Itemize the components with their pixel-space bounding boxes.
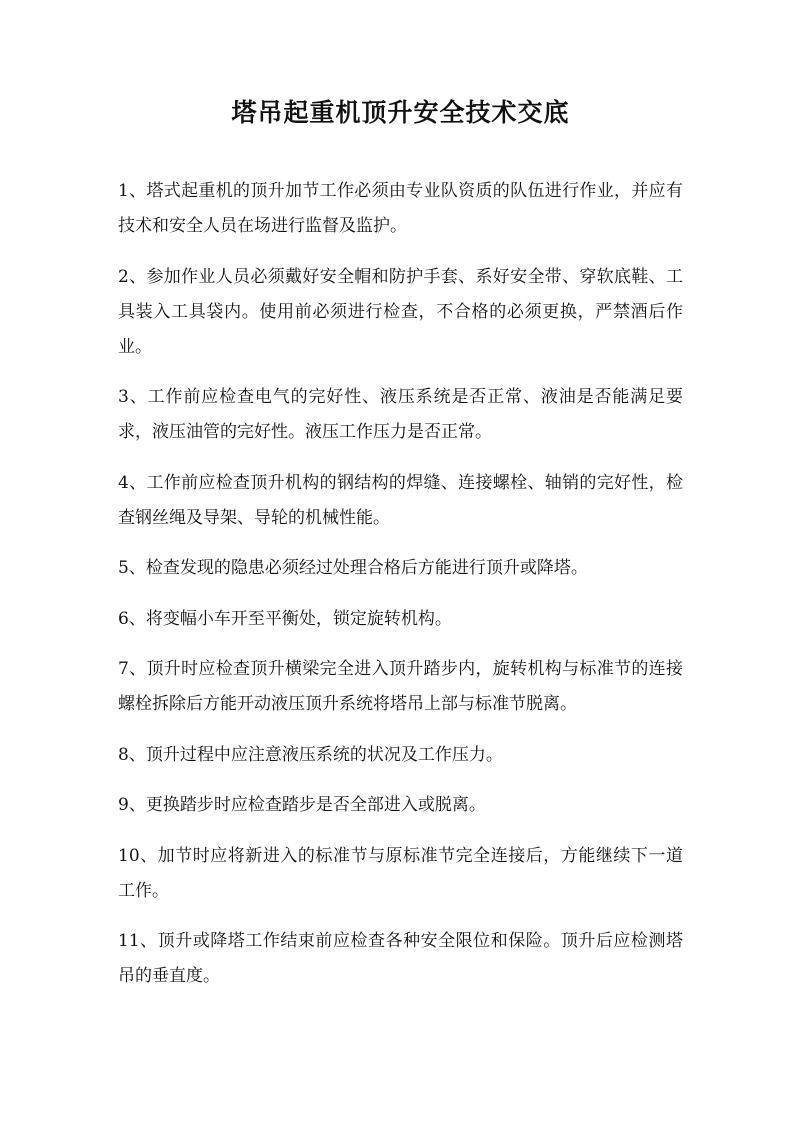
instruction-item-10: 10、加节时应将新进入的标准节与原标准节完全连接后，方能继续下一道工作。 [118, 845, 683, 901]
instruction-item-5: 5、检查发现的隐患必须经过处理合格后方能进行顶升或降塔。 [118, 558, 588, 578]
instruction-item-8: 8、顶升过程中应注意液压系统的状况及工作压力。 [118, 744, 503, 765]
instruction-item-2: 2、参加作业人员必须戴好安全帽和防护手套、系好安全带、穿软底鞋、工具装入工具袋内。使用前必须进行检查，不合格的必须更换，严禁酒后作业。 [118, 266, 683, 357]
instruction-item-3: 3、工作前应检查电气的完好性、液压系统是否正常、液油是否能满足要求，液压油管的完好性。液压工作压力是否正常。 [118, 387, 683, 442]
instruction-item-11: 11、顶升或降塔工作结束前应检查各种安全限位和保险。顶升后应检测塔吊的垂直度。 [118, 931, 683, 986]
instruction-item-1: 1、塔式起重机的顶升加节工作必须由专业队资质的队伍进行作业，并应有技术和安全人员在场进行监督及监护。 [118, 181, 683, 236]
document-title: 塔吊起重机顶升安全技术交底 [231, 98, 570, 127]
instruction-item-9: 9、更换踏步时应检查踏步是否全部进入或脱离。 [118, 795, 486, 815]
instruction-item-4: 4、工作前应检查顶升机构的钢结构的焊缝、连接螺栓、轴销的完好性，检查钢丝绳及导架、导轮的机械性能。 [118, 472, 683, 528]
instruction-item-6: 6、将变幅小车开至平衡处，锁定旋转机构。 [118, 608, 452, 629]
instruction-item-7: 7、顶升时应检查顶升横梁完全进入顶升踏步内，旋转机构与标准节的连接螺栓拆除后方能开动液压顶升系统将塔吊上部与标准节脱离。 [118, 659, 683, 714]
